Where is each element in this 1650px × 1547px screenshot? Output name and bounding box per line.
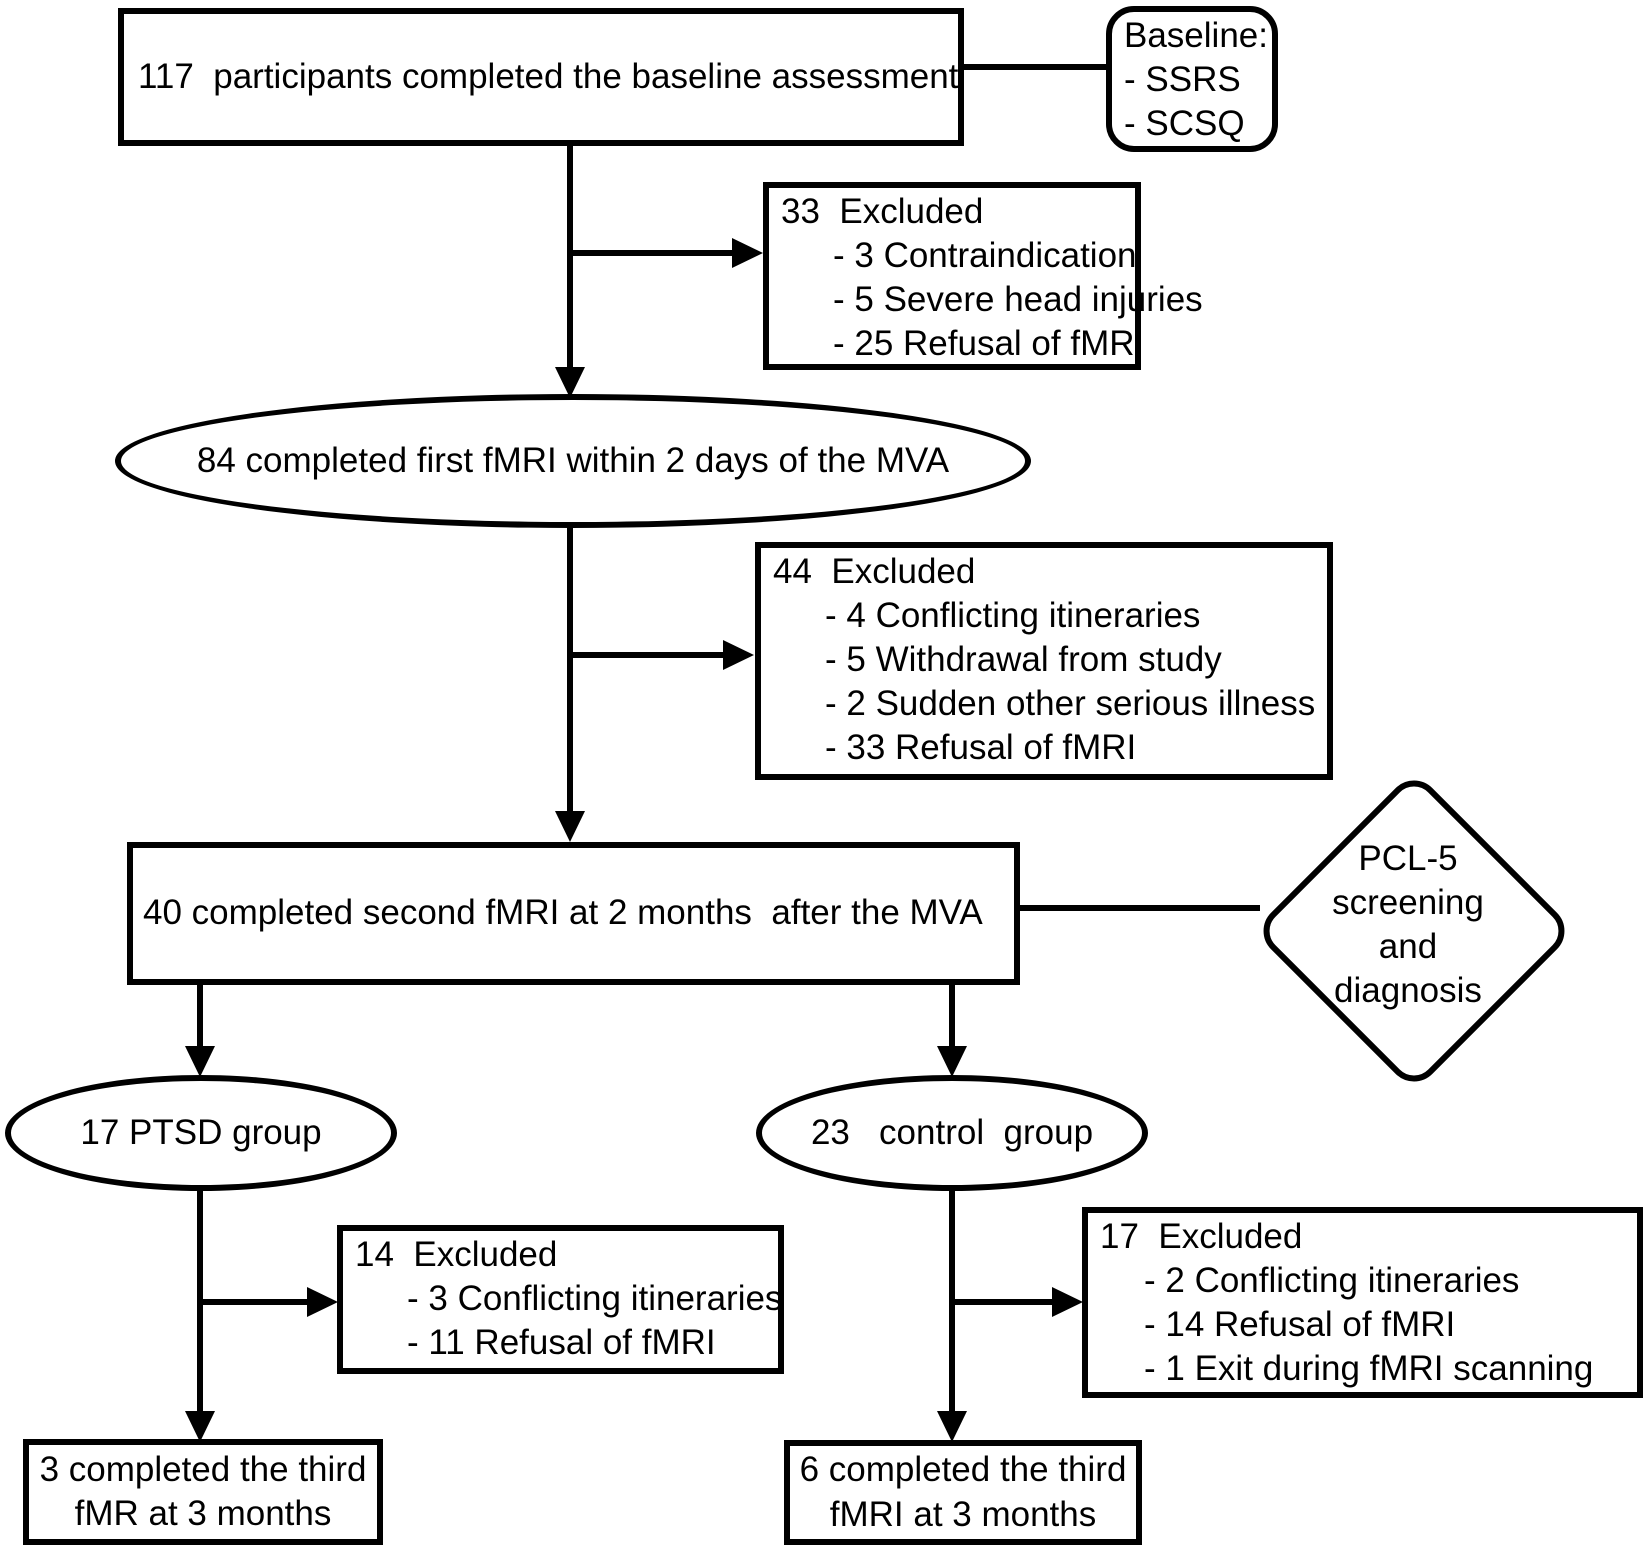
box-exclusion-2 [755, 542, 1333, 780]
note-baseline-title: Baseline: [1124, 16, 1268, 55]
arrowhead-into-exclusion3 [307, 1287, 338, 1317]
ellipse-control-group-text: 23 control group [810, 1112, 1094, 1152]
exclusion-1-item: - 25 Refusal of fMRI [833, 324, 1145, 364]
box-third-fmri-control-line1: 6 completed the third [799, 1450, 1127, 1490]
connector-baseline-to-ellipse1 [567, 144, 573, 369]
box-third-fmri-ptsd-line1: 3 completed the third [39, 1449, 367, 1489]
box-exclusion-4 [1082, 1207, 1643, 1398]
box-exclusion-1 [763, 182, 1203, 370]
diamond-line: screening [1332, 882, 1484, 922]
exclusion-2-item: - 33 Refusal of fMRI [825, 728, 1137, 768]
arrowhead-into-third-right [937, 1411, 967, 1442]
exclusion-4-item: - 1 Exit during fMRI scanning [1144, 1349, 1594, 1389]
box-exclusion-3 [337, 1225, 784, 1374]
exclusion-2-item: - 5 Withdrawal from study [825, 640, 1222, 680]
exclusion-4-title: 17 Excluded [1100, 1217, 1303, 1256]
exclusion-1-title: 33 Excluded [781, 192, 984, 231]
exclusion-3-item: - 11 Refusal of fMRI [407, 1323, 716, 1363]
exclusion-1-item: - 5 Severe head injuries [833, 280, 1203, 320]
box-second-fmri [127, 842, 1020, 985]
note-baseline-measures [1106, 6, 1278, 152]
connector-box40-to-ptsd [197, 983, 203, 1048]
exclusion-2-item: - 2 Sudden other serious illness [825, 684, 1316, 724]
arrowhead-into-exclusion2 [723, 640, 754, 670]
exclusion-2-title: 44 Excluded [773, 552, 976, 591]
arrowhead-into-third-left [185, 1411, 215, 1442]
note-baseline-item: - SSRS [1124, 60, 1241, 100]
ellipse-ptsd-group-text: 17 PTSD group [80, 1112, 322, 1152]
exclusion-4-item: - 14 Refusal of fMRI [1144, 1305, 1456, 1345]
ellipse-control-group [756, 1075, 1148, 1191]
diamond-line: and [1378, 927, 1438, 966]
ellipse-first-fmri-text: 84 completed first fMRI within 2 days of the MVA [196, 440, 950, 480]
connector-box40-to-control [949, 983, 955, 1048]
box-third-fmri-ptsd [23, 1439, 383, 1545]
arrowhead-into-exclusion1 [732, 238, 763, 268]
box-baseline-assessment-text: 117 participants completed the baseline assessment [138, 56, 959, 96]
connector-branch-exclusion3 [200, 1299, 309, 1305]
arrowhead-into-control-ellipse [937, 1046, 967, 1077]
arrowhead-into-exclusion4 [1052, 1287, 1083, 1317]
exclusion-3-title: 14 Excluded [355, 1235, 558, 1274]
connector-branch-exclusion1 [570, 250, 734, 256]
ellipse-ptsd-group [5, 1075, 397, 1191]
connector-box40-to-diamond [1020, 905, 1260, 911]
exclusion-1-item: - 3 Contraindication [833, 236, 1137, 276]
ellipse-first-fmri [115, 394, 1031, 528]
diamond-pcl5-screening-text [1283, 795, 1533, 1055]
arrowhead-into-box40 [555, 811, 585, 842]
diamond-line: diagnosis [1334, 971, 1482, 1011]
connector-branch-exclusion4 [952, 1299, 1054, 1305]
box-second-fmri-text: 40 completed second fMRI at 2 months after the MVA [143, 893, 983, 933]
connector-baseline-to-note [958, 64, 1108, 70]
exclusion-4-item: - 2 Conflicting itineraries [1144, 1261, 1520, 1301]
exclusion-3-item: - 3 Conflicting itineraries [407, 1279, 783, 1319]
box-third-fmri-control-line2: fMRI at 3 months [829, 1494, 1097, 1534]
connector-ellipse1-to-box40 [567, 527, 573, 814]
arrowhead-into-ptsd-ellipse [185, 1046, 215, 1077]
connector-branch-exclusion2 [570, 652, 725, 658]
exclusion-2-item: - 4 Conflicting itineraries [825, 596, 1201, 636]
box-baseline-assessment [118, 8, 964, 146]
note-baseline-item: - SCSQ [1124, 104, 1245, 144]
box-third-fmri-ptsd-line2: fMR at 3 months [74, 1494, 332, 1533]
box-third-fmri-control [784, 1440, 1142, 1545]
diamond-line: PCL-5 [1358, 838, 1458, 878]
